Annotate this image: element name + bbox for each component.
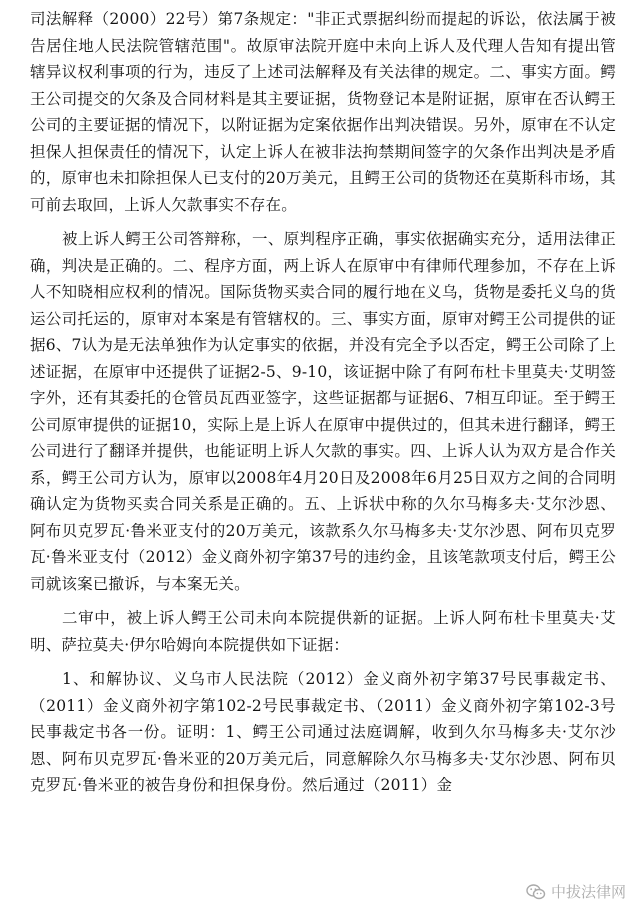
paragraph-second-instance: 二审中，被上诉人鳄王公司未向本院提供新的证据。上诉人阿布杜卡里莫夫·艾明、萨拉莫夫·伊尔哈姆向本院提供如下证据： bbox=[30, 609, 616, 654]
document-page bbox=[30, 6, 616, 799]
watermark bbox=[526, 881, 626, 902]
wechat-icon bbox=[526, 884, 546, 900]
paragraph-respondent-defense: 被上诉人鳄王公司答辩称，一、原判程序正确，事实依据确实充分，适用法律正确，判决是正确的。二、程序方面，两上诉人在原审中有律师代理参加，不存在上诉人不知晓相应权利的情况。国际货物买卖合同的履行地在义乌，货物是委托义乌的货运公司托运的，原审对本案是有管辖权的。三、事实方面，原审对鳄王公司提供的证据6、7认为是无法单独作为认定事实的依据，并没有完全予以否定，鳄王公司除了上述证据，在原审中还提供了证据2-5、9-10，该证据中除了有阿布杜卡里莫夫·艾明签字外，还有其委托的仓管员瓦西亚签字，这些证据都与证据6、7相互印证。至于鳄王公司原审提供的证据10，实际上是上诉人在原审中提供过的，但其未进行翻译，鳄王公司进行了翻译并提供，也能证明上诉人欠款的事实。四、上诉人认为双方是合作关系，鳄王公司方认为，原审以2008年4月20日及2008年6月25日双方之间的合同明确认定为货物买卖合同关系是正确的。五、上诉状中称的久尔马梅多夫·艾尔沙恩、阿布贝克罗瓦·鲁米亚支付的20万美元，该款系久尔马梅多夫·艾尔沙恩、阿布贝克罗瓦·鲁米亚支付（2012）金义商外初字第37号的违约金，且该笔款项支付后，鳄王公司就该案已撤诉，与本案无关。 bbox=[30, 230, 616, 593]
paragraph-appeal-reasons: 司法解释（2000）22号）第7条规定："非正式票据纠纷而提起的诉讼，依法属于被告居住地人民法院管辖范围"。故原审法院开庭中未向上诉人及代理人告知有提出管辖异议权利事项的行为，违反了上述司法解释及有关法律的规定。二、事实方面。鳄王公司提交的欠条及合同材料是其主要证据，货物登记本是附证据，原审在否认鳄王公司的主要证据的情况下，以附证据为定案依据作出判决错误。另外，原审在不认定担保人担保责任的情况下，认定上诉人在被非法拘禁期间签字的欠条作出判决是矛盾的，原审也未扣除担保人已支付的20万美元，且鳄王公司的货物还在莫斯科市场，其可前去取回，上诉人欠款事实不存在。 bbox=[30, 10, 616, 214]
paragraph-evidence-list: 1、和解协议、义乌市人民法院（2012）金义商外初字第37号民事裁定书、（2011）金义商外初字第102-2号民事裁定书、（2011）金义商外初字第102-3号民事裁定书各一份。证明：1、鳄王公司通过法庭调解，收到久尔马梅多夫·艾尔沙恩、阿布贝克罗瓦·鲁米亚的20万美元后，同意解除久尔马梅多夫·艾尔沙恩、阿布贝克罗瓦·鲁米亚的被告身份和担保身份。然后通过（2011）金 bbox=[30, 670, 616, 794]
watermark-text: 中拔法律网 bbox=[550, 883, 626, 901]
